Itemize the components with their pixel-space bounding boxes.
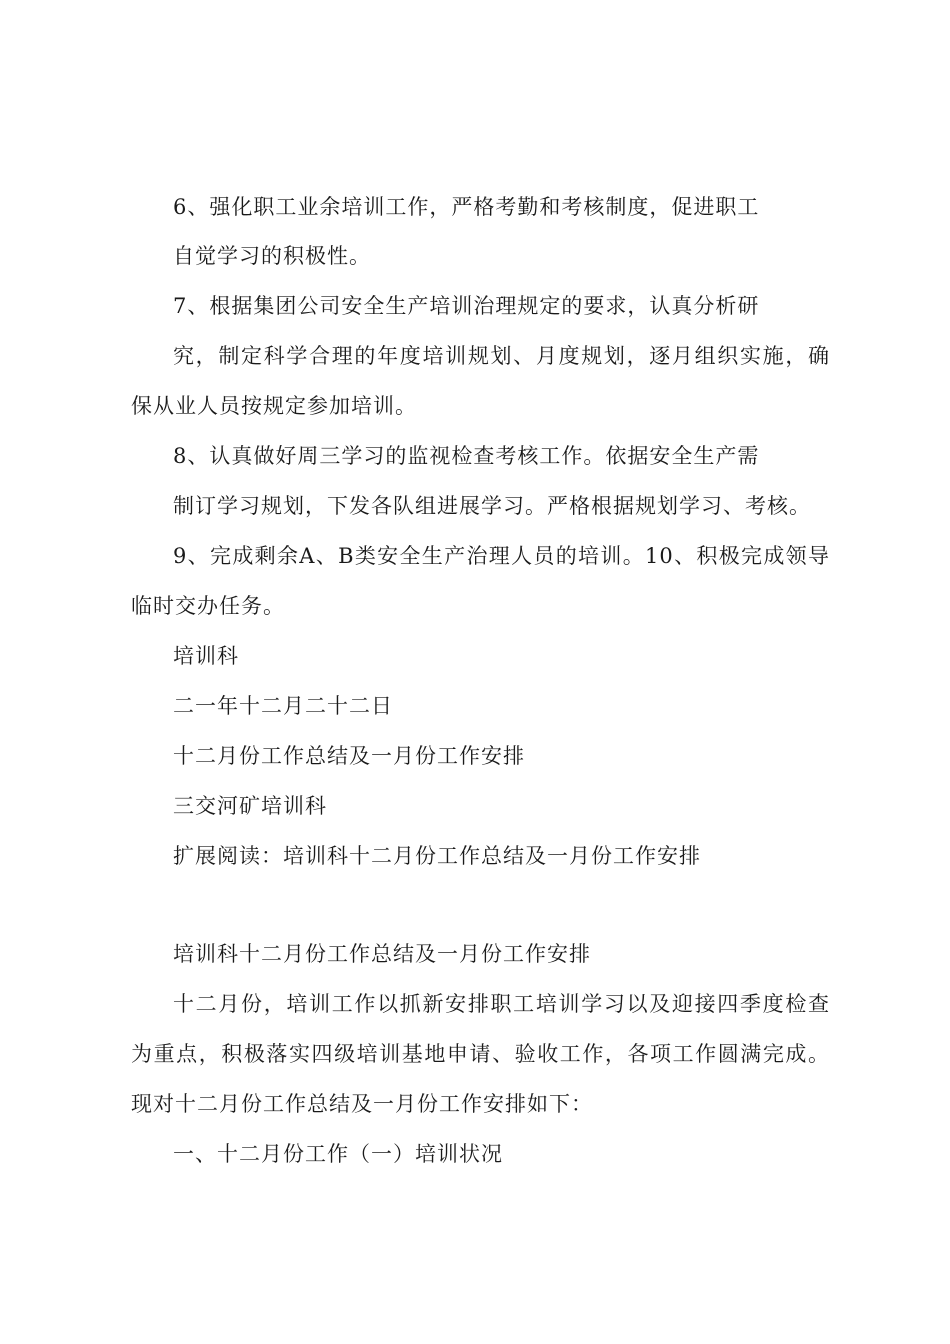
text-line-item8-a: 8、认真做好周三学习的监视检查考核工作。依据安全生产需 [173, 444, 760, 468]
text-line-item7-c: 保从业人员按规定参加培训。 [131, 394, 417, 418]
text-line-item7-a: 7、根据集团公司安全生产培训治理规定的要求，认真分析研 [173, 294, 760, 318]
section-title: 十二月份工作总结及一月份工作安排 [173, 744, 525, 768]
text-line-intro-a: 十二月份，培训工作以抓新安排职工培训学习以及迎接四季度检查 [173, 992, 830, 1016]
text-line-item9-a: 9、完成剩余A、B类安全生产治理人员的培训。10、积极完成领导 [173, 544, 830, 568]
signature-department: 培训科 [173, 644, 239, 668]
text-line-item6-a: 6、强化职工业余培训工作，严格考勤和考核制度，促进职工 [173, 195, 760, 219]
signature-date: 二一年十二月二十二日 [173, 694, 393, 718]
text-line-item6-b: 自觉学习的积极性。 [173, 244, 371, 268]
subsection-heading: 一、十二月份工作（一）培训状况 [173, 1142, 503, 1166]
article-title: 培训科十二月份工作总结及一月份工作安排 [173, 942, 591, 966]
text-line-item9-b: 临时交办任务。 [131, 594, 285, 618]
text-line-intro-b: 为重点，积极落实四级培训基地申请、验收工作，各项工作圆满完成。 [131, 1042, 830, 1066]
extended-reading-heading: 扩展阅读：培训科十二月份工作总结及一月份工作安排 [173, 844, 701, 868]
text-line-intro-c: 现对十二月份工作总结及一月份工作安排如下： [131, 1092, 593, 1116]
organization-name: 三交河矿培训科 [173, 794, 327, 818]
text-line-item8-b: 制订学习规划，下发各队组进展学习。严格根据规划学习、考核。 [173, 494, 811, 518]
text-line-item7-b: 究，制定科学合理的年度培训规划、月度规划，逐月组织实施，确 [173, 344, 830, 368]
